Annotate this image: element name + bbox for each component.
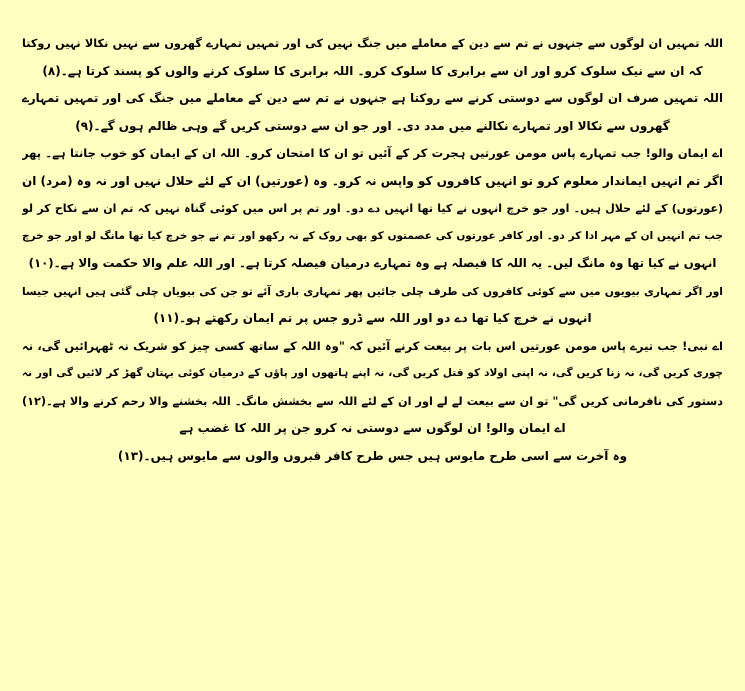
text-line: اور اگر تمہاری بیویوں میں سے کوئی کافروں کی طرف چلی جائیں پھر تمہاری باری آئے تو جن کی بیویاں چلی گئی ہیں انہیں جیسا: [22, 284, 723, 298]
text-line: جب تم انہیں ان کے مہر ادا کر دو۔ اور کافر عورتوں کی عصمتوں کو بھی روک کے نہ رکھو اور تم نے جو خرچ کیا تھا مانگ لو اور جو خرچ: [22, 229, 723, 242]
text-line: دستور کی نافرمانی کریں گی" تو ان سے بیعت لے لے اور ان کے لئے اللہ سے بخشش مانگ۔ اللہ بخشنے والا رحم کرنے والا ہے۔(۱۲): [22, 394, 723, 408]
text-line: اے ایمان والو! جب تمہارے پاس مومن عورتیں ہجرت کر کے آئیں تو ان کا امتحان کرو۔ اللہ ان کے ایمان کو خوب جانتا ہے۔ پھر: [22, 146, 723, 160]
text-line: اے ایمان والو! ان لوگوں سے دوستی نہ کرو جن پر اللہ کا غضب ہے: [179, 421, 566, 435]
text-line: چوری کریں گی، نہ زنا کریں گی، نہ اپنی اولاد کو قتل کریں گی، نہ اپنے ہاتھوں اور پاؤں کے درمیان کوئی بہتان گھڑ کر لائیں گی اور نہ: [22, 367, 723, 379]
text-line: انہوں نے خرچ کیا تھا دے دو اور اللہ سے ڈرو جس پر تم ایمان رکھتے ہو۔(۱۱): [153, 311, 592, 325]
text-line: انہوں نے کیا تھا وہ مانگ لیں۔ یہ اللہ کا فیصلہ ہے وہ تمہارے درمیان فیصلہ کرتا ہے۔ اور اللہ علم والا حکمت والا ہے۔(۱۰): [28, 256, 717, 270]
text-line: اے نبی! جب تیرے پاس مومن عورتیں اس بات پر بیعت کرنے آئیں کہ "وہ اللہ کے ساتھ کسی چیز کو شریک نہ ٹھہرائیں گی، نہ: [22, 338, 723, 353]
text-line: وہ آخرت سے اسی طرح مایوس ہیں جس طرح کافر قبروں والوں سے مایوس ہیں۔(۱۳): [117, 448, 628, 463]
text-line: اللہ تمہیں ان لوگوں سے جنہوں نے تم سے دین کے معاملے میں جنگ نہیں کی اور تمہیں تمہارے گھروں سے نہیں نکالا نہیں روکتا: [22, 37, 723, 50]
text-line: (عورتوں) کے لئے حلال ہیں۔ اور جو خرچ انہوں نے کیا تھا انہیں دے دو۔ اور تم پر اس میں کوئی گناہ نہیں کہ تم ان سے نکاح کر لو: [22, 202, 723, 215]
text-line: اگر تم انہیں ایماندار معلوم کرو تو انہیں کافروں کو واپس نہ کرو۔ وہ (عورتیں) ان کے لئے حلال نہیں اور نہ وہ (مرد) ان: [22, 173, 723, 188]
text-line: کہ ان سے نیک سلوک کرو اور ان سے برابری کا سلوک کرو۔ اللہ برابری کا سلوک کرنے والوں کو پسند کرتا ہے۔(۸): [42, 63, 703, 78]
text-line: گھروں سے نکالا اور تمہارے نکالنے میں مدد دی۔ اور جو ان سے دوستی کریں گے وہی ظالم ہوں گے۔(۹): [75, 118, 670, 133]
text-line: اللہ تمہیں صرف ان لوگوں سے دوستی کرنے سے روکتا ہے جنہوں نے تم سے دین کے معاملے میں جنگ کی اور تمہیں تمہارے: [22, 91, 723, 105]
